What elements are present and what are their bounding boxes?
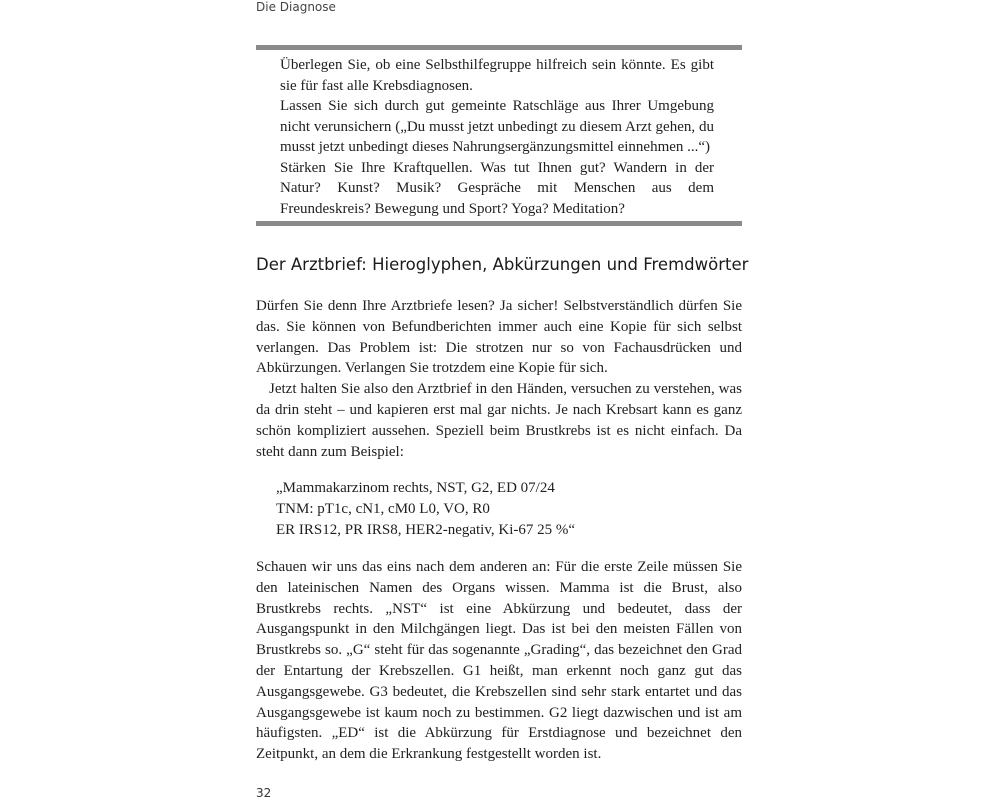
diagnosis-example xyxy=(276,478,575,540)
tip-item: Lassen Sie sich durch gut gemeinte Ratschläge aus Ihrer Umgebung nicht verunsichern („Du musst jetzt unbedingt zu diesem Arzt gehen, du musst jetzt unbedingt dieses Nahrungsergänzungsmittel einnehmen ...“) xyxy=(280,98,714,155)
example-line: „Mammakarzinom rechts, NST, G2, ED 07/24 xyxy=(276,480,555,496)
body-text-lower xyxy=(256,557,742,765)
example-line: ER IRS12, PR IRS8, HER2-negativ, Ki-67 25 %“ xyxy=(276,521,576,538)
paragraph: Schauen wir uns das eins nach dem anderen an: Für die erste Zeile müssen Sie den lateinischen Namen des Organs wissen. Mamma ist die Brust, also Brustkrebs rechts. „NST“ ist eine Abkürzung und bedeutet, dass der Ausgangspunkt in den Milchgängen liegt. Das ist bei den meisten Fällen von Brustkrebs so. „G“ steht für das sogenannte „Grading“, das bezeichnet den Grad der Entartung der Krebszellen. G1 heißt, man erkennt noch ganz gut das Ausgangsgewebe. G3 bedeutet, die Krebszellen sind sehr stark entartet und das Ausgangsgewebe ist kaum noch zu bestimmen. G2 liegt dazwischen und ist am häufigsten. „ED“ ist die Abkürzung für Erstdiagnose und bezeichnet den Zeitpunkt, an dem die Erkrankung festgestellt worden ist. xyxy=(256,559,742,763)
section-heading: Der Arztbrief: Hieroglyphen, Abkürzungen und Fremdwörter xyxy=(256,255,749,274)
page-number: 32 xyxy=(256,786,272,800)
running-header: Die Diagnose xyxy=(256,0,336,14)
tip-box xyxy=(256,45,742,226)
body-text-upper xyxy=(256,296,742,462)
tip-item: Überlegen Sie, ob eine Selbsthilfegruppe hilfreich sein könnte. Es gibt sie für fast alle Krebsdiagnosen. xyxy=(280,57,714,94)
paragraph: Dürfen Sie denn Ihre Arztbriefe lesen? Ja sicher! Selbstverständlich dürfen Sie das. Sie können von Befundberichten immer auch eine Kopie für sich selbst verlangen. Das Problem ist: Die strotzen nur so von Fachausdrücken und Abkürzungen. Verlangen Sie trotzdem eine Kopie für sich. xyxy=(256,298,742,377)
tip-item: Stärken Sie Ihre Kraftquellen. Was tut Ihnen gut? Wandern in der Natur? Kunst? Musik? Gespräche mit Menschen aus dem Freundeskreis? Bewegung und Sport? Yoga? Meditation? xyxy=(280,159,714,217)
example-line: TNM: pT1c, cN1, cM0 L0, VO, R0 xyxy=(276,500,490,517)
paragraph: Jetzt halten Sie also den Arztbrief in den Händen, versuchen zu verstehen, was da drin steht – und kapieren erst mal gar nichts. Je nach Krebsart kann es ganz schön kompliziert aussehen. Speziell beim Brustkrebs ist es nicht einfach. Da steht dann zum Beispiel: xyxy=(256,381,742,460)
